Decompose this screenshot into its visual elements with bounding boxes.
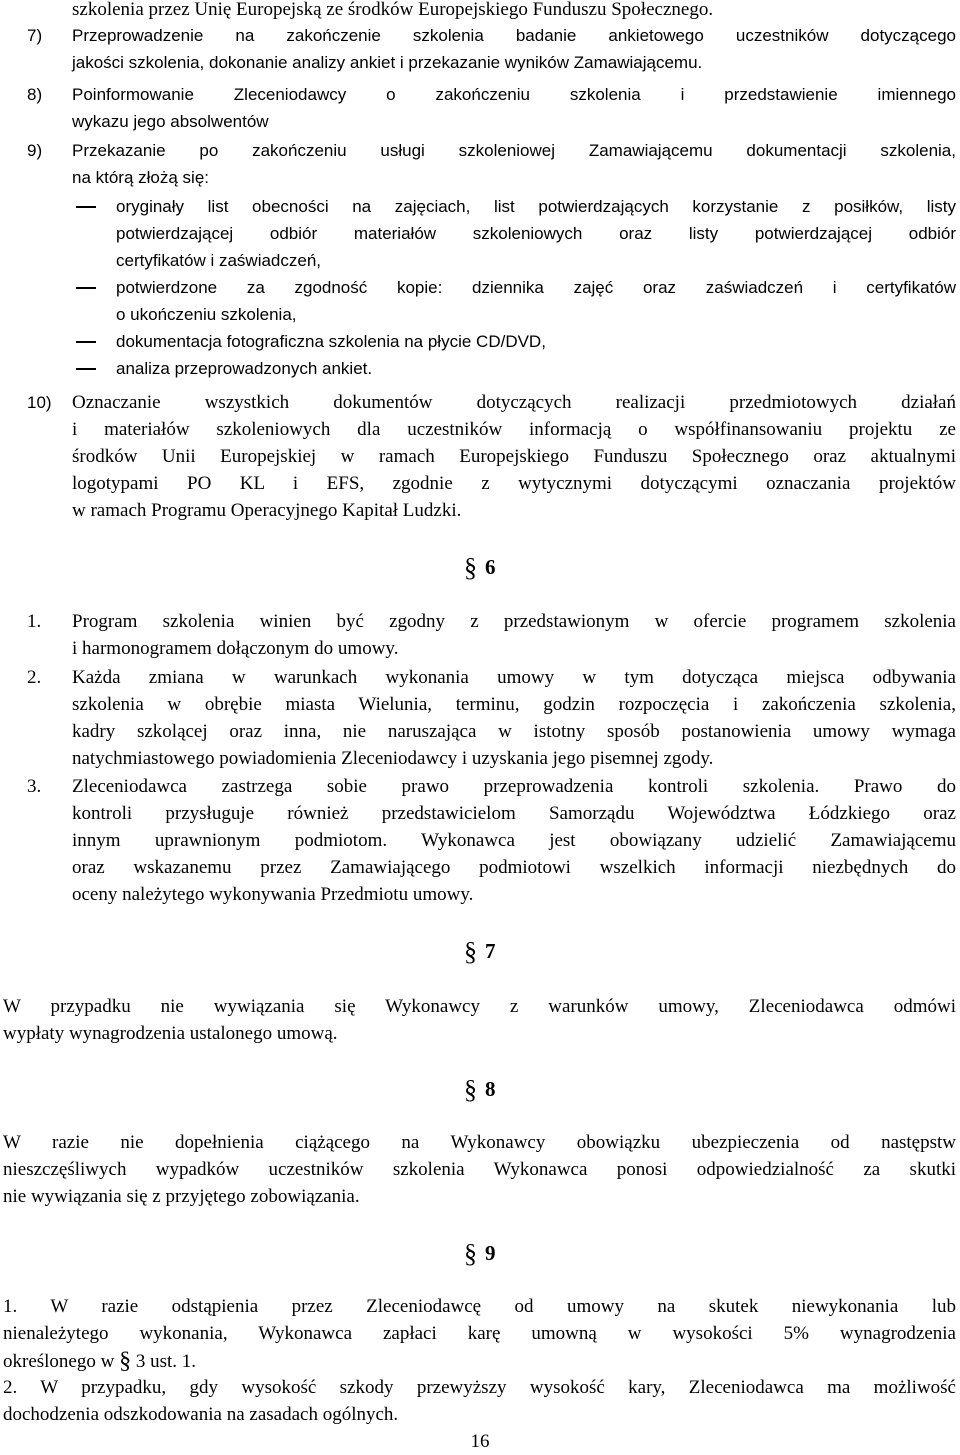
dash-2-line-2: o ukończeniu szkolenia, [116,305,297,324]
s6-p2-line-2: szkolenia w obrębie miasta Wielunia, terminu, godzin rozpoczęcia i zakończenia szkolenia, [72,694,956,715]
s7-line-2: wypłaty wynagrodzenia ustalonego umową. [3,1023,338,1044]
item-7-number: 7) [27,26,43,45]
s9-p1-line-3 [3,1347,956,1375]
s7-line-1: W przypadku nie wywiązania się Wykonawcy z warunków umowy, Zleceniodawca odmówi [3,996,956,1017]
section-6-heading [464,552,496,581]
s6-p2-number: 2. [27,667,42,688]
item-7-line-1: Przeprowadzenie na zakończenie szkolenia badanie ankietowego uczestników dotyczącego [72,26,956,45]
s9-p1-line-1: 1. W razie odstąpienia przez Zleceniodawcę od umowy na skutek niewykonania lub [3,1296,956,1317]
dash-bullet [76,206,96,208]
s6-p3-line-2: kontroli przysługuje również przedstawicielom Samorządu Województwa Łódzkiego oraz [72,803,956,824]
s6-p3-line-3: innym uprawnionym podmiotom. Wykonawca jest obowiązany udzielić Zamawiającemu [72,830,956,851]
s8-line-2: nieszczęśliwych wypadków uczestników szkolenia Wykonawca ponosi odpowiedzialność za skutki [3,1159,956,1180]
item-8-line-2: wykazu jego absolwentów [72,112,269,131]
section-9-number: 9 [485,1241,496,1265]
intro-line: szkolenia przez Unię Europejską ze środków Europejskiego Funduszu Społecznego. [72,0,714,20]
s9-p1-line-3-start: określonego w [3,1351,115,1372]
section-sign: § [464,937,477,966]
dash-2-line-1: potwierdzone za zgodność kopie: dziennika zajęć oraz zaświadczeń i certyfikatów [116,278,956,297]
s6-p2-line-3: kadry szkolącej oraz inna, nie naruszająca w istotny sposób postanowienia umowy wymaga [72,721,956,742]
page-number: 16 [470,1431,490,1452]
section-8-number: 8 [485,1077,496,1101]
s9-p1-line-3-end: 3 ust. 1. [135,1351,197,1372]
item-8-number: 8) [27,85,43,104]
s6-p2-line-1: Każda zmiana w warunkach wykonania umowy w tym dotycząca miejsca odbywania [72,667,956,688]
dash-bullet [76,368,96,370]
section-sign: § [464,1075,477,1104]
item-8-line-1: Poinformowanie Zleceniodawcy o zakończeniu szkolenia i przedstawienie imiennego [72,85,956,104]
item-7-line-2: jakości szkolenia, dokonanie analizy ankiet i przekazanie wyników Zamawiającemu. [72,53,703,72]
dash-4-line-1: analiza przeprowadzonych ankiet. [116,359,373,378]
item-10-line-4: logotypami PO KL i EFS, zgodnie z wytycznymi dotyczącymi oznaczania projektów [72,473,956,494]
dash-1-line-3: certyfikatów i zaświadczeń, [116,251,322,270]
item-10-number: 10) [27,393,52,412]
section-sign: § [464,1239,477,1268]
dash-3-line-1: dokumentacja fotograficzna szkolenia na płycie CD/DVD, [116,332,546,351]
s6-p3-line-1: Zleceniodawca zastrzega sobie prawo przeprowadzenia kontroli szkolenia. Prawo do [72,776,956,797]
s6-p1-line-2: i harmonogramem dołączonym do umowy. [72,638,399,659]
section-9-heading [464,1238,496,1267]
dash-bullet [76,287,96,289]
item-10-line-3: środków Unii Europejskiej w ramach Europejskiego Funduszu Społecznego oraz aktualnymi [72,446,956,467]
dash-1-line-2: potwierdzającej odbiór materiałów szkoleniowych oraz listy potwierdzającej odbiór [116,224,956,243]
s6-p2-line-4: natychmiastowego powiadomienia Zleceniodawcy i uzyskania jego pisemnej zgody. [72,748,714,769]
s6-p3-line-4: oraz wskazanemu przez Zamawiającego podmiotowi wszelkich informacji niezbędnych do [72,857,956,878]
item-9-number: 9) [27,141,43,160]
dash-1-line-1: oryginały list obecności na zajęciach, list potwierdzających korzystanie z posiłków, listy [116,197,956,216]
section-8-heading [464,1074,496,1103]
s9-p1-line-2: nienależytego wykonania, Wykonawca zapłaci karę umowną w wysokości 5% wynagrodzenia [3,1323,956,1344]
item-9-line-2: na którą złożą się: [72,168,210,187]
s6-p3-number: 3. [27,776,42,797]
section-7-number: 7 [485,939,496,963]
section-6-number: 6 [485,555,496,579]
s6-p1-number: 1. [27,611,42,632]
s8-line-1: W razie nie dopełnienia ciążącego na Wykonawcy obowiązku ubezpieczenia od następstw [3,1132,956,1153]
item-10-line-5: w ramach Programu Operacyjnego Kapitał Ludzki. [72,500,462,521]
item-10-line-2: i materiałów szkoleniowych dla uczestników informacją o współfinansowaniu projektu ze [72,419,956,440]
section-7-heading [464,936,496,965]
item-9-line-1: Przekazanie po zakończeniu usługi szkoleniowej Zamawiającemu dokumentacji szkolenia, [72,141,956,160]
s9-p2-line-1: 2. W przypadku, gdy wysokość szkody przewyższy wysokość kary, Zleceniodawca ma możliwość [3,1377,956,1398]
s6-p1-line-1: Program szkolenia winien być zgodny z przedstawionym w ofercie programem szkolenia [72,611,956,632]
s8-line-3: nie wywiązania się z przyjętego zobowiązania. [3,1186,360,1207]
s6-p3-line-5: oceny należytego wykonywania Przedmiotu umowy. [72,884,474,905]
item-10-line-1: Oznaczanie wszystkich dokumentów dotyczących realizacji przedmiotowych działań [72,392,956,413]
section-sign: § [464,553,477,582]
dash-bullet [76,341,96,343]
section-sign: § [119,1348,132,1374]
s9-p2-line-2: dochodzenia odszkodowania na zasadach ogólnych. [3,1404,399,1425]
